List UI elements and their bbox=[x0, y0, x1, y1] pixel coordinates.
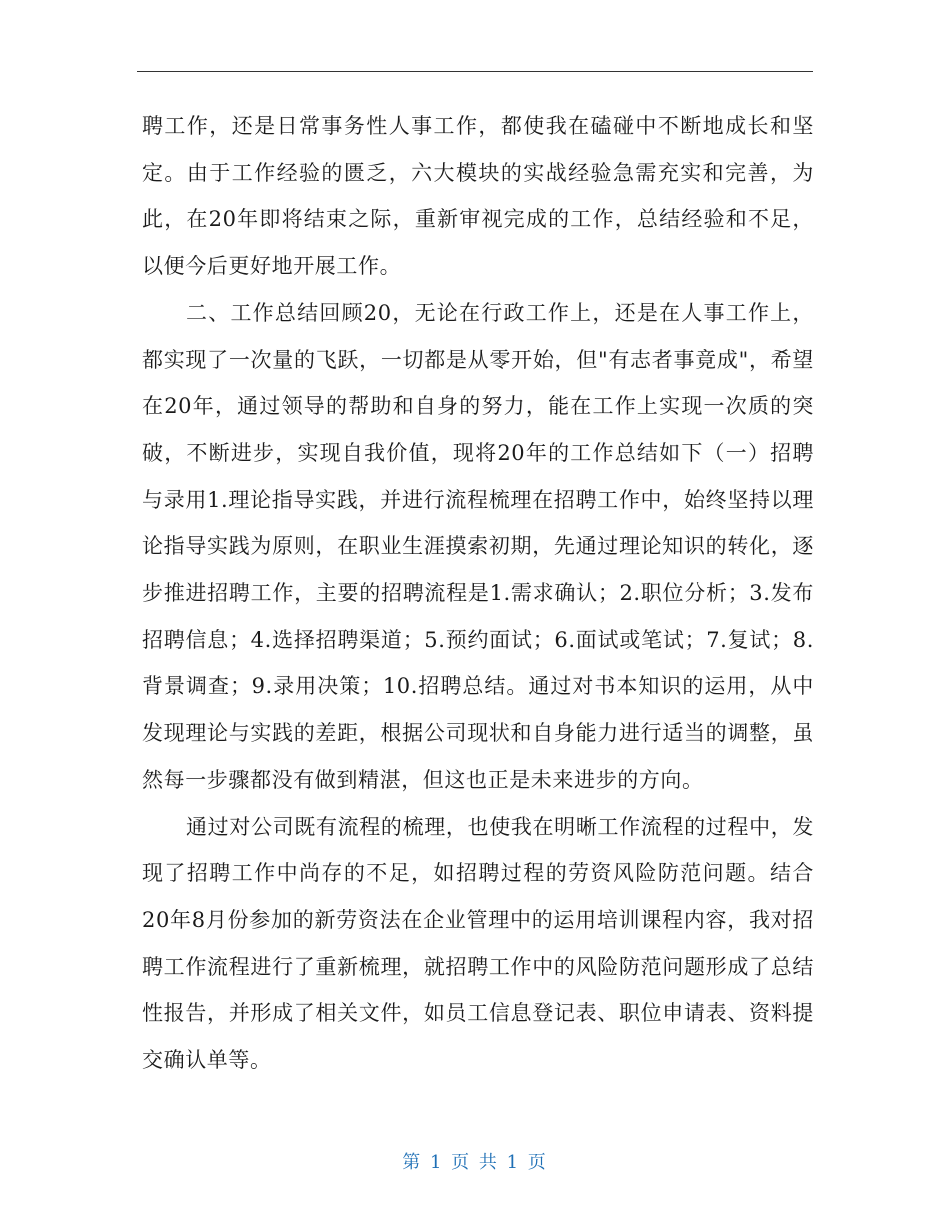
paragraph-1: 聘工作，还是日常事务性人事工作，都使我在磕碰中不断地成长和坚定。由于工作经验的匮乏，六大模块的实战经验急需充实和完善，为此，在20年即将结束之际，重新审视完成的工作，总结经验和不足，以便今后更好地开展工作。 bbox=[142, 114, 814, 279]
paragraph-3: 通过对公司既有流程的梳理，也使我在明晰工作流程的过程中，发现了招聘工作中尚存的不足，如招聘过程的劳资风险防范问题。结合20年8月份参加的新劳资法在企业管理中的运用培训课程内容，我对招聘工作流程进行了重新梳理，就招聘工作中的风险防范问题形成了总结性报告，并形成了相关文件，如员工信息登记表、职位申请表、资料提交确认单等。 bbox=[142, 814, 814, 1073]
document-body bbox=[142, 103, 814, 1084]
header-rule bbox=[137, 71, 813, 72]
paragraph-2: 二、工作总结回顾20，无论在行政工作上，还是在人事工作上，都实现了一次量的飞跃，一切都是从零开始，但"有志者事竟成"，希望在20年，通过领导的帮助和自身的努力，能在工作上实现一次质的突破，不断进步，实现自我价值，现将20年的工作总结如下（一）招聘与录用1.理论指导实践，并进行流程梳理在招聘工作中，始终坚持以理论指导实践为原则，在职业生涯摸索初期，先通过理论知识的转化，逐步推进招聘工作，主要的招聘流程是1.需求确认；2.职位分析；3.发布招聘信息；4.选择招聘渠道；5.预约面试；6.面试或笔试；7.复试；8.背景调查；9.录用决策；10.招聘总结。通过对书本知识的运用，从中发现理论与实践的差距，根据公司现状和自身能力进行适当的调整，虽然每一步骤都没有做到精湛，但这也正是未来进步的方向。 bbox=[142, 300, 814, 792]
page-number: 第 1 页 共 1 页 bbox=[402, 1152, 548, 1173]
